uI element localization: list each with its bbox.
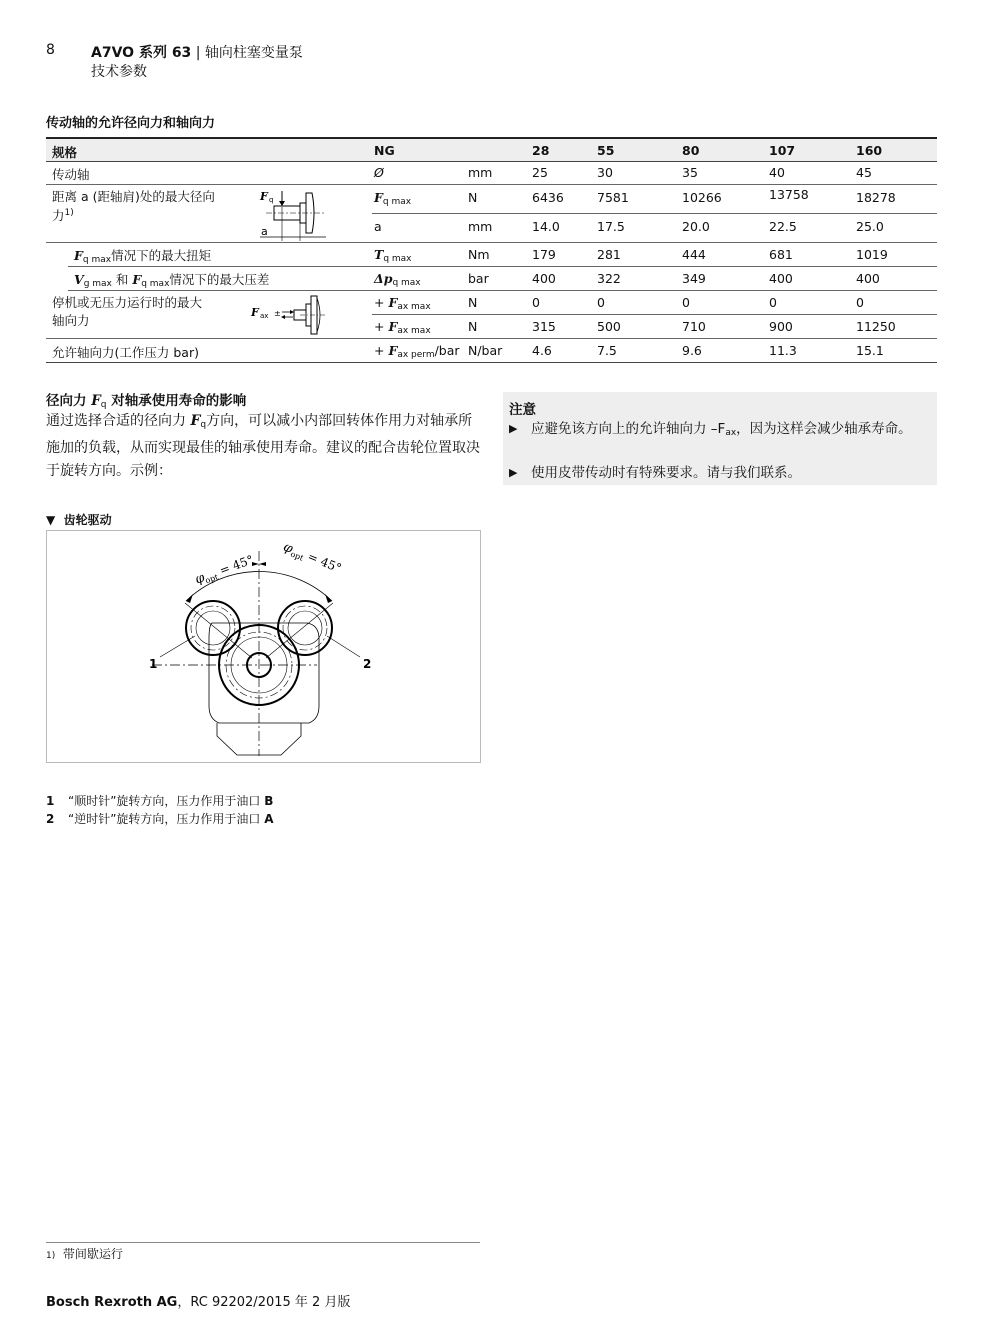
cell-value: 9.6 bbox=[682, 343, 702, 358]
label-symbol: F bbox=[132, 272, 142, 287]
sub-divider bbox=[372, 213, 937, 214]
cell-value: 22.5 bbox=[769, 219, 797, 234]
cell-value: 30 bbox=[597, 165, 613, 180]
dim-label: a bbox=[261, 225, 268, 238]
cell-value: 0 bbox=[532, 295, 540, 310]
axial-force-diagram bbox=[248, 294, 338, 336]
cell-value: 4.6 bbox=[532, 343, 552, 358]
cell-value: 20.0 bbox=[682, 219, 710, 234]
company-name: Bosch Rexroth AG bbox=[46, 1295, 178, 1310]
note-item bbox=[509, 462, 929, 484]
heading-text: 径向力 bbox=[46, 393, 92, 409]
table-row bbox=[68, 267, 937, 291]
figure-label-text: 齿轮驱动 bbox=[63, 513, 112, 527]
symbol-main: F bbox=[388, 319, 398, 334]
angle-label-left: $\varphi_{opt} = 45^\circ$ bbox=[193, 552, 256, 588]
cell-value: 11250 bbox=[856, 319, 896, 334]
note-item bbox=[509, 418, 929, 462]
label-symbol-sub: q max bbox=[82, 255, 112, 265]
cell-value: 45 bbox=[856, 165, 872, 180]
row-symbol bbox=[374, 343, 460, 360]
row-label bbox=[74, 270, 269, 289]
table-header-row bbox=[46, 137, 937, 162]
paragraph-symbol: F bbox=[190, 413, 201, 429]
row-symbol bbox=[374, 271, 421, 288]
spec-table bbox=[46, 137, 937, 363]
header-size: 107 bbox=[769, 143, 796, 158]
row-unit: N bbox=[468, 295, 478, 310]
symbol-main: F bbox=[388, 343, 398, 358]
row-symbol: a bbox=[374, 219, 382, 234]
cell-value: 25.0 bbox=[856, 219, 884, 234]
note-title: 注意 bbox=[509, 402, 536, 418]
symbol-main: Δp bbox=[374, 271, 393, 286]
symbol-sub: q max bbox=[392, 278, 421, 288]
legend-port: B bbox=[264, 794, 274, 808]
legend-item bbox=[46, 792, 273, 809]
footnote-ref: 1) bbox=[64, 208, 74, 218]
figure-label bbox=[46, 511, 112, 528]
header-ng: NG bbox=[374, 143, 395, 158]
section-title: 传动轴的允许径向力和轴向力 bbox=[46, 116, 216, 131]
cell-value: 681 bbox=[769, 247, 793, 262]
gear-drive-diagram bbox=[47, 531, 480, 762]
figure-frame bbox=[46, 530, 481, 763]
chapter-title: 技术参数 bbox=[91, 64, 147, 80]
cell-value: 0 bbox=[682, 295, 690, 310]
arrowhead bbox=[186, 594, 193, 603]
cell-value: 7581 bbox=[597, 190, 629, 205]
header-size: 55 bbox=[597, 143, 615, 158]
symbol-sub: q max bbox=[382, 197, 412, 207]
row-symbol: Ø bbox=[374, 165, 384, 180]
table-row bbox=[46, 291, 937, 339]
cell-value: 14.0 bbox=[532, 219, 560, 234]
page-number: 8 bbox=[46, 42, 55, 58]
note-text-part: 应避免该方向上的允许轴向力 –F bbox=[531, 421, 726, 437]
header-size: 80 bbox=[682, 143, 700, 158]
footnote-text: 带间歇运行 bbox=[62, 1247, 123, 1261]
row-label-text: 情况下的最大压差 bbox=[169, 272, 270, 287]
row-unit: Nm bbox=[468, 247, 490, 262]
label-symbol-sub: g max bbox=[83, 279, 112, 289]
document-title bbox=[91, 42, 303, 62]
symbol-prefix: + bbox=[374, 319, 389, 334]
cell-value: 444 bbox=[682, 247, 706, 262]
cell-value: 400 bbox=[769, 271, 793, 286]
symbol-sub: ax max bbox=[397, 302, 431, 312]
page-footer bbox=[46, 1291, 350, 1310]
row-unit: N/bar bbox=[468, 343, 503, 358]
cell-value: 0 bbox=[769, 295, 777, 310]
legend-text: “顺时针”旋转方向，压力作用于油口 bbox=[68, 794, 265, 808]
arrowhead bbox=[259, 562, 266, 566]
row-unit: mm bbox=[468, 219, 493, 234]
cell-value: 500 bbox=[597, 319, 621, 334]
cell-value: 349 bbox=[682, 271, 706, 286]
note-text bbox=[531, 418, 926, 444]
row-symbol bbox=[374, 319, 431, 336]
cell-value: 400 bbox=[856, 271, 880, 286]
legend-port: A bbox=[264, 812, 274, 826]
row-unit: N bbox=[468, 190, 478, 205]
table-row bbox=[46, 339, 937, 363]
note-sub: ax bbox=[725, 428, 737, 438]
row-label: 停机或无压力运行时的最大轴向力 bbox=[52, 295, 203, 328]
header-size: 160 bbox=[856, 143, 883, 158]
symbol-sub: ax max bbox=[397, 326, 431, 336]
cell-value: 25 bbox=[532, 165, 548, 180]
force-sub: ax bbox=[260, 312, 269, 320]
cell-value: 0 bbox=[856, 295, 864, 310]
force-sub: q bbox=[269, 196, 274, 204]
angle-label-right: $\varphi_{opt} = 45^\circ$ bbox=[281, 539, 344, 576]
label-connector: 和 bbox=[111, 272, 133, 287]
footnote-divider bbox=[46, 1242, 480, 1243]
paragraph-text: 通过选择合适的径向力 bbox=[46, 413, 191, 429]
cell-value: 400 bbox=[532, 271, 556, 286]
row-symbol bbox=[374, 295, 431, 312]
symbol-suffix: /bar bbox=[434, 343, 460, 358]
cell-value: 11.3 bbox=[769, 343, 797, 358]
force-label: F bbox=[251, 306, 259, 319]
symbol-prefix: + bbox=[374, 343, 389, 358]
radial-force-diagram bbox=[254, 187, 334, 241]
paragraph-text: 方向，可以减小内部回转体作用力对轴承所施加的负载，从而实现最佳的轴承使用寿命。建议的配合齿轮位置取决于旋转方向。示例： bbox=[46, 413, 480, 479]
note-text-part: ，因为这样会减少轴承寿命。 bbox=[736, 421, 912, 437]
label-symbol: V bbox=[74, 272, 84, 287]
table-row bbox=[46, 162, 937, 185]
heading-text: 对轴承使用寿命的影响 bbox=[106, 393, 247, 409]
cell-value: 1019 bbox=[856, 247, 888, 262]
legend-item bbox=[46, 810, 274, 827]
cell-value: 6436 bbox=[532, 190, 564, 205]
callout-1: 1 bbox=[149, 657, 158, 671]
cell-value: 15.1 bbox=[856, 343, 884, 358]
row-label bbox=[52, 188, 217, 224]
cell-value: 710 bbox=[682, 319, 706, 334]
header-size: 28 bbox=[532, 143, 550, 158]
bullet-triangle-icon: ▶ bbox=[509, 422, 518, 435]
cell-value: 322 bbox=[597, 271, 621, 286]
table-row bbox=[68, 243, 937, 267]
note-box bbox=[503, 392, 937, 485]
influence-heading bbox=[46, 389, 246, 410]
cell-value: 40 bbox=[769, 165, 785, 180]
table-row bbox=[46, 185, 937, 243]
symbol-main: T bbox=[374, 247, 384, 262]
sign-label: ± bbox=[274, 309, 281, 318]
label-symbol-sub: q max bbox=[141, 279, 170, 289]
row-label: 允许轴向力(工作压力 bar) bbox=[52, 345, 199, 360]
legend-number: 2 bbox=[46, 812, 55, 826]
heading-symbol-sub: q bbox=[100, 400, 107, 410]
callout-2: 2 bbox=[363, 657, 372, 671]
cell-value: 281 bbox=[597, 247, 621, 262]
title-separator: | bbox=[191, 45, 205, 61]
row-label-text: 情况下的最大扭矩 bbox=[111, 248, 212, 263]
legend-text: “逆时针”旋转方向，压力作用于油口 bbox=[68, 812, 265, 826]
row-symbol bbox=[374, 247, 412, 264]
row-unit: bar bbox=[468, 271, 489, 286]
row-symbol bbox=[374, 190, 411, 207]
symbol-main: F bbox=[374, 190, 383, 205]
row-label-text: 距离 a (距轴肩)处的最大径向力 bbox=[52, 189, 215, 224]
cell-value: 10266 bbox=[682, 190, 722, 205]
product-name: A7VO 系列 63 bbox=[91, 45, 192, 61]
row-label bbox=[74, 246, 211, 265]
footnote-mark: 1) bbox=[46, 1251, 56, 1261]
heading-symbol: F bbox=[91, 393, 101, 409]
product-type: 轴向柱塞变量泵 bbox=[204, 45, 303, 61]
influence-paragraph bbox=[46, 410, 486, 483]
force-label: F bbox=[260, 190, 268, 203]
header-spec: 规格 bbox=[52, 145, 78, 160]
row-unit: mm bbox=[468, 165, 493, 180]
footnote bbox=[46, 1245, 123, 1262]
note-text: 使用皮带传动时有特殊要求。请与我们联系。 bbox=[531, 465, 801, 481]
row-unit: N bbox=[468, 319, 478, 334]
cell-value: 0 bbox=[597, 295, 605, 310]
cell-value: 35 bbox=[682, 165, 698, 180]
cell-value: 13758 bbox=[769, 187, 809, 202]
sub-divider bbox=[372, 314, 937, 315]
symbol-sub: ax perm bbox=[397, 350, 435, 360]
arrowhead bbox=[325, 594, 332, 603]
cell-value: 315 bbox=[532, 319, 556, 334]
cell-value: 18278 bbox=[856, 190, 896, 205]
paragraph-symbol-sub: q bbox=[200, 420, 207, 430]
symbol-sub: q max bbox=[383, 254, 412, 264]
cell-value: 7.5 bbox=[597, 343, 617, 358]
label-symbol: F bbox=[74, 248, 83, 263]
bullet-triangle-icon: ▶ bbox=[509, 466, 518, 479]
cell-value: 17.5 bbox=[597, 219, 625, 234]
symbol-prefix: + bbox=[374, 295, 389, 310]
triangle-down-icon: ▼ bbox=[46, 513, 56, 527]
cell-value: 179 bbox=[532, 247, 556, 262]
legend-number: 1 bbox=[46, 794, 55, 808]
row-label: 传动轴 bbox=[52, 167, 90, 182]
symbol-main: F bbox=[388, 295, 398, 310]
document-ref: ，RC 92202/2015 年 2 月版 bbox=[177, 1295, 351, 1310]
cell-value: 900 bbox=[769, 319, 793, 334]
